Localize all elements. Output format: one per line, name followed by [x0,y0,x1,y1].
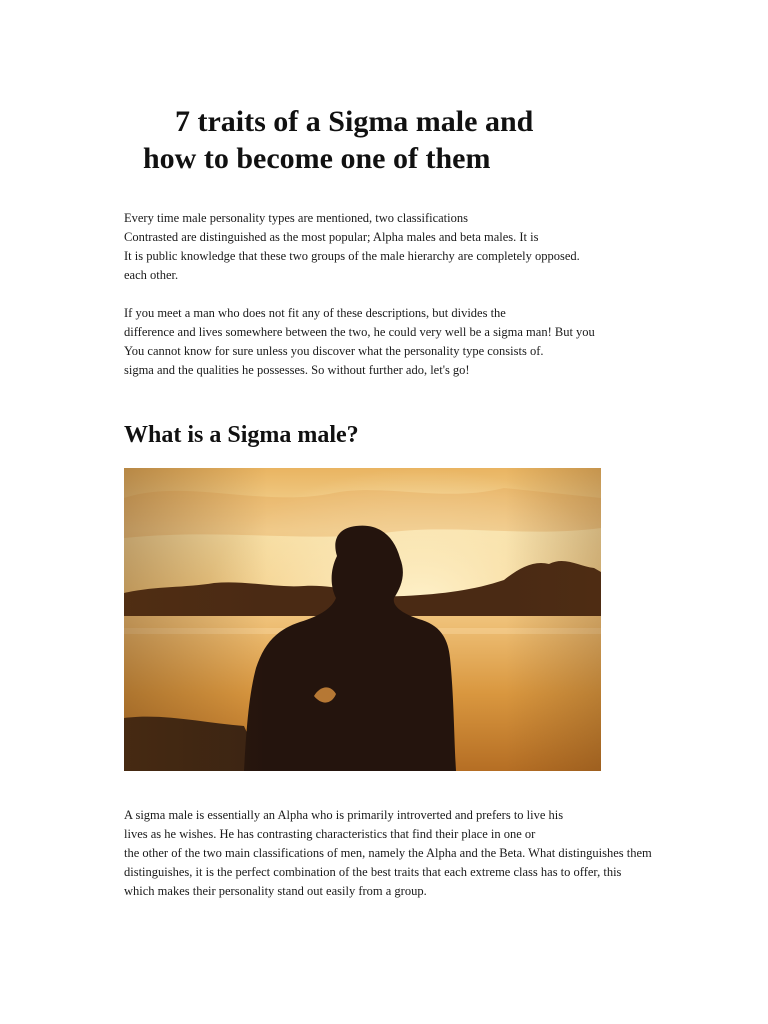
text-line: lives as he wishes. He has contrasting characteristics that find their place in one or [124,827,536,841]
text-line: If you meet a man who does not fit any of these descriptions, but divides the [124,306,506,320]
text-line: You cannot know for sure unless you discover what the personality type consists of. [124,344,544,358]
text-line: which makes their personality stand out easily from a group. [124,884,427,898]
text-line: each other. [124,268,179,282]
text-line: Contrasted are distinguished as the most popular; Alpha males and beta males. It is [124,230,539,244]
title-line: 7 traits of a Sigma male and [175,105,534,138]
intro-paragraph-2 [124,304,595,380]
text-line: It is public knowledge that these two groups of the male hierarchy are completely opposed. [124,249,580,263]
text-line: sigma and the qualities he possesses. So without further ado, let's go! [124,363,470,377]
text-line: the other of the two main classifications of men, namely the Alpha and the Beta. What distinguishes them [124,846,652,860]
text-line: A sigma male is essentially an Alpha who is primarily introverted and prefers to live his [124,808,564,822]
title-line: how to become one of them [143,142,491,175]
text-line: difference and lives somewhere between the two, he could very well be a sigma man! But you [124,325,595,339]
article-title [0,103,768,177]
sunset-man-photo [124,468,601,771]
intro-paragraph-1 [124,209,580,285]
text-line: Every time male personality types are mentioned, two classifications [124,211,468,225]
text-line: distinguishes, it is the perfect combination of the best traits that each extreme class has to offer, this [124,865,622,879]
section-heading: What is a Sigma male? [124,422,359,448]
section-paragraph [124,806,652,901]
